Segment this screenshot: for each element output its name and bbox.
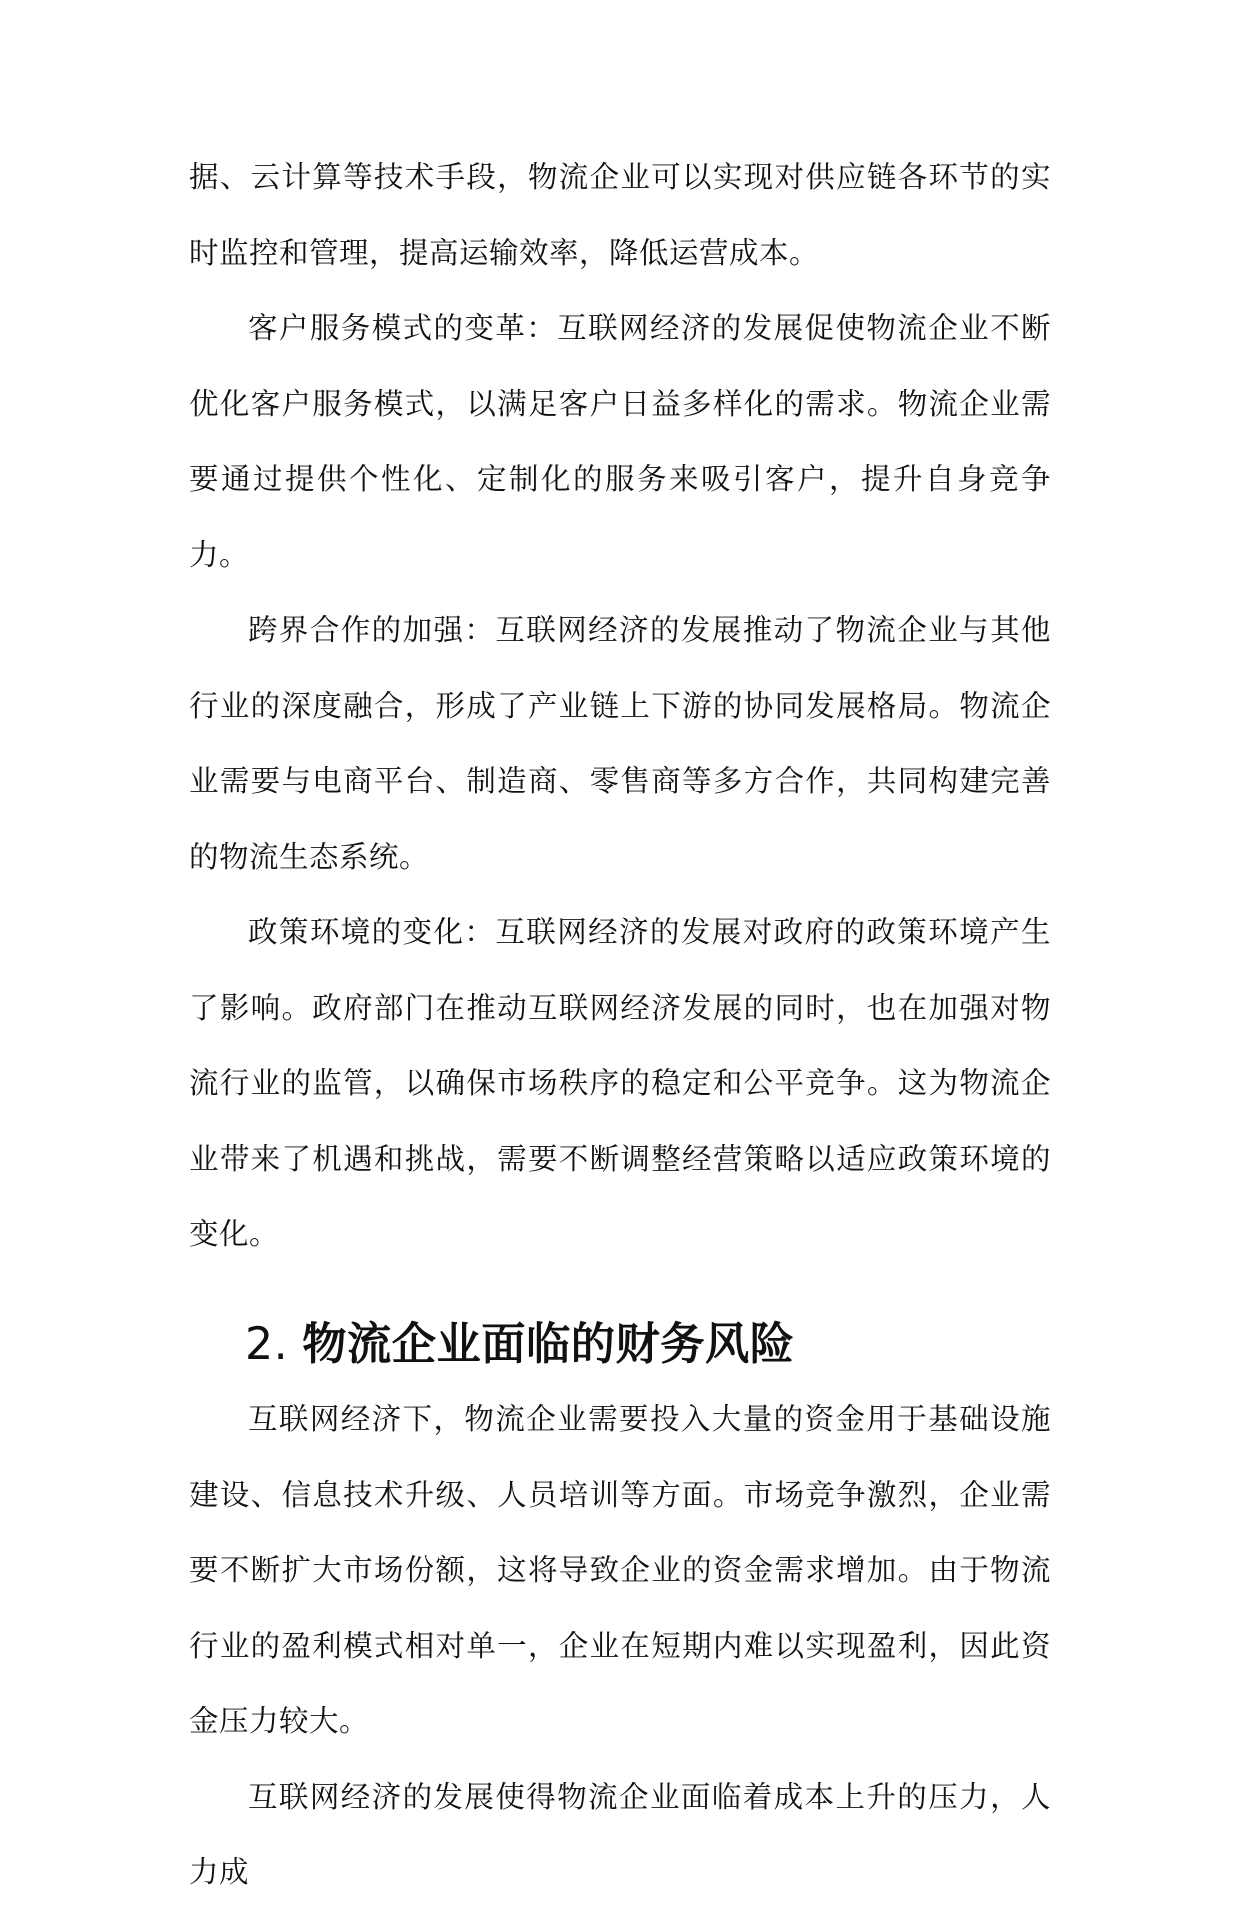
- paragraph-policy-environment: 政策环境的变化：互联网经济的发展对政府的政策环境产生了影响。政府部门在推动互联网经济发展的同时，也在加强对物流行业的监管，以确保市场秩序的稳定和公平竞争。这为物流企业带来了机遇和挑战，需要不断调整经营策略以适应政策环境的变化。: [189, 915, 1051, 1251]
- paragraph-cross-industry: 跨界合作的加强：互联网经济的发展推动了物流企业与其他行业的深度融合，形成了产业链上下游的协同发展格局。物流企业需要与电商平台、制造商、零售商等多方合作，共同构建完善的物流生态系统。: [189, 613, 1051, 874]
- section-heading: [189, 1307, 1051, 1383]
- paragraph-cost-pressure: 互联网经济的发展使得物流企业面临着成本上升的压力，人力成: [189, 1779, 1051, 1889]
- section-title: 物流企业面临的财务风险: [302, 1318, 795, 1370]
- paragraph-customer-service: 客户服务模式的变革：互联网经济的发展促使物流企业不断优化客户服务模式，以满足客户日益多样化的需求。物流企业需要通过提供个性化、定制化的服务来吸引客户，提升自身竞争力。: [189, 311, 1051, 572]
- paragraph-capital-pressure: 互联网经济下，物流企业需要投入大量的资金用于基础设施建设、信息技术升级、人员培训等方面。市场竞争激烈，企业需要不断扩大市场份额，这将导致企业的资金需求增加。由于物流行业的盈利模式相对单一，企业在短期内难以实现盈利，因此资金压力较大。: [189, 1402, 1051, 1738]
- document-body: [189, 140, 1051, 1911]
- paragraph-continuation: 据、云计算等技术手段，物流企业可以实现对供应链各环节的实时监控和管理，提高运输效率，降低运营成本。: [189, 160, 1051, 270]
- section-number: 2.: [245, 1318, 289, 1370]
